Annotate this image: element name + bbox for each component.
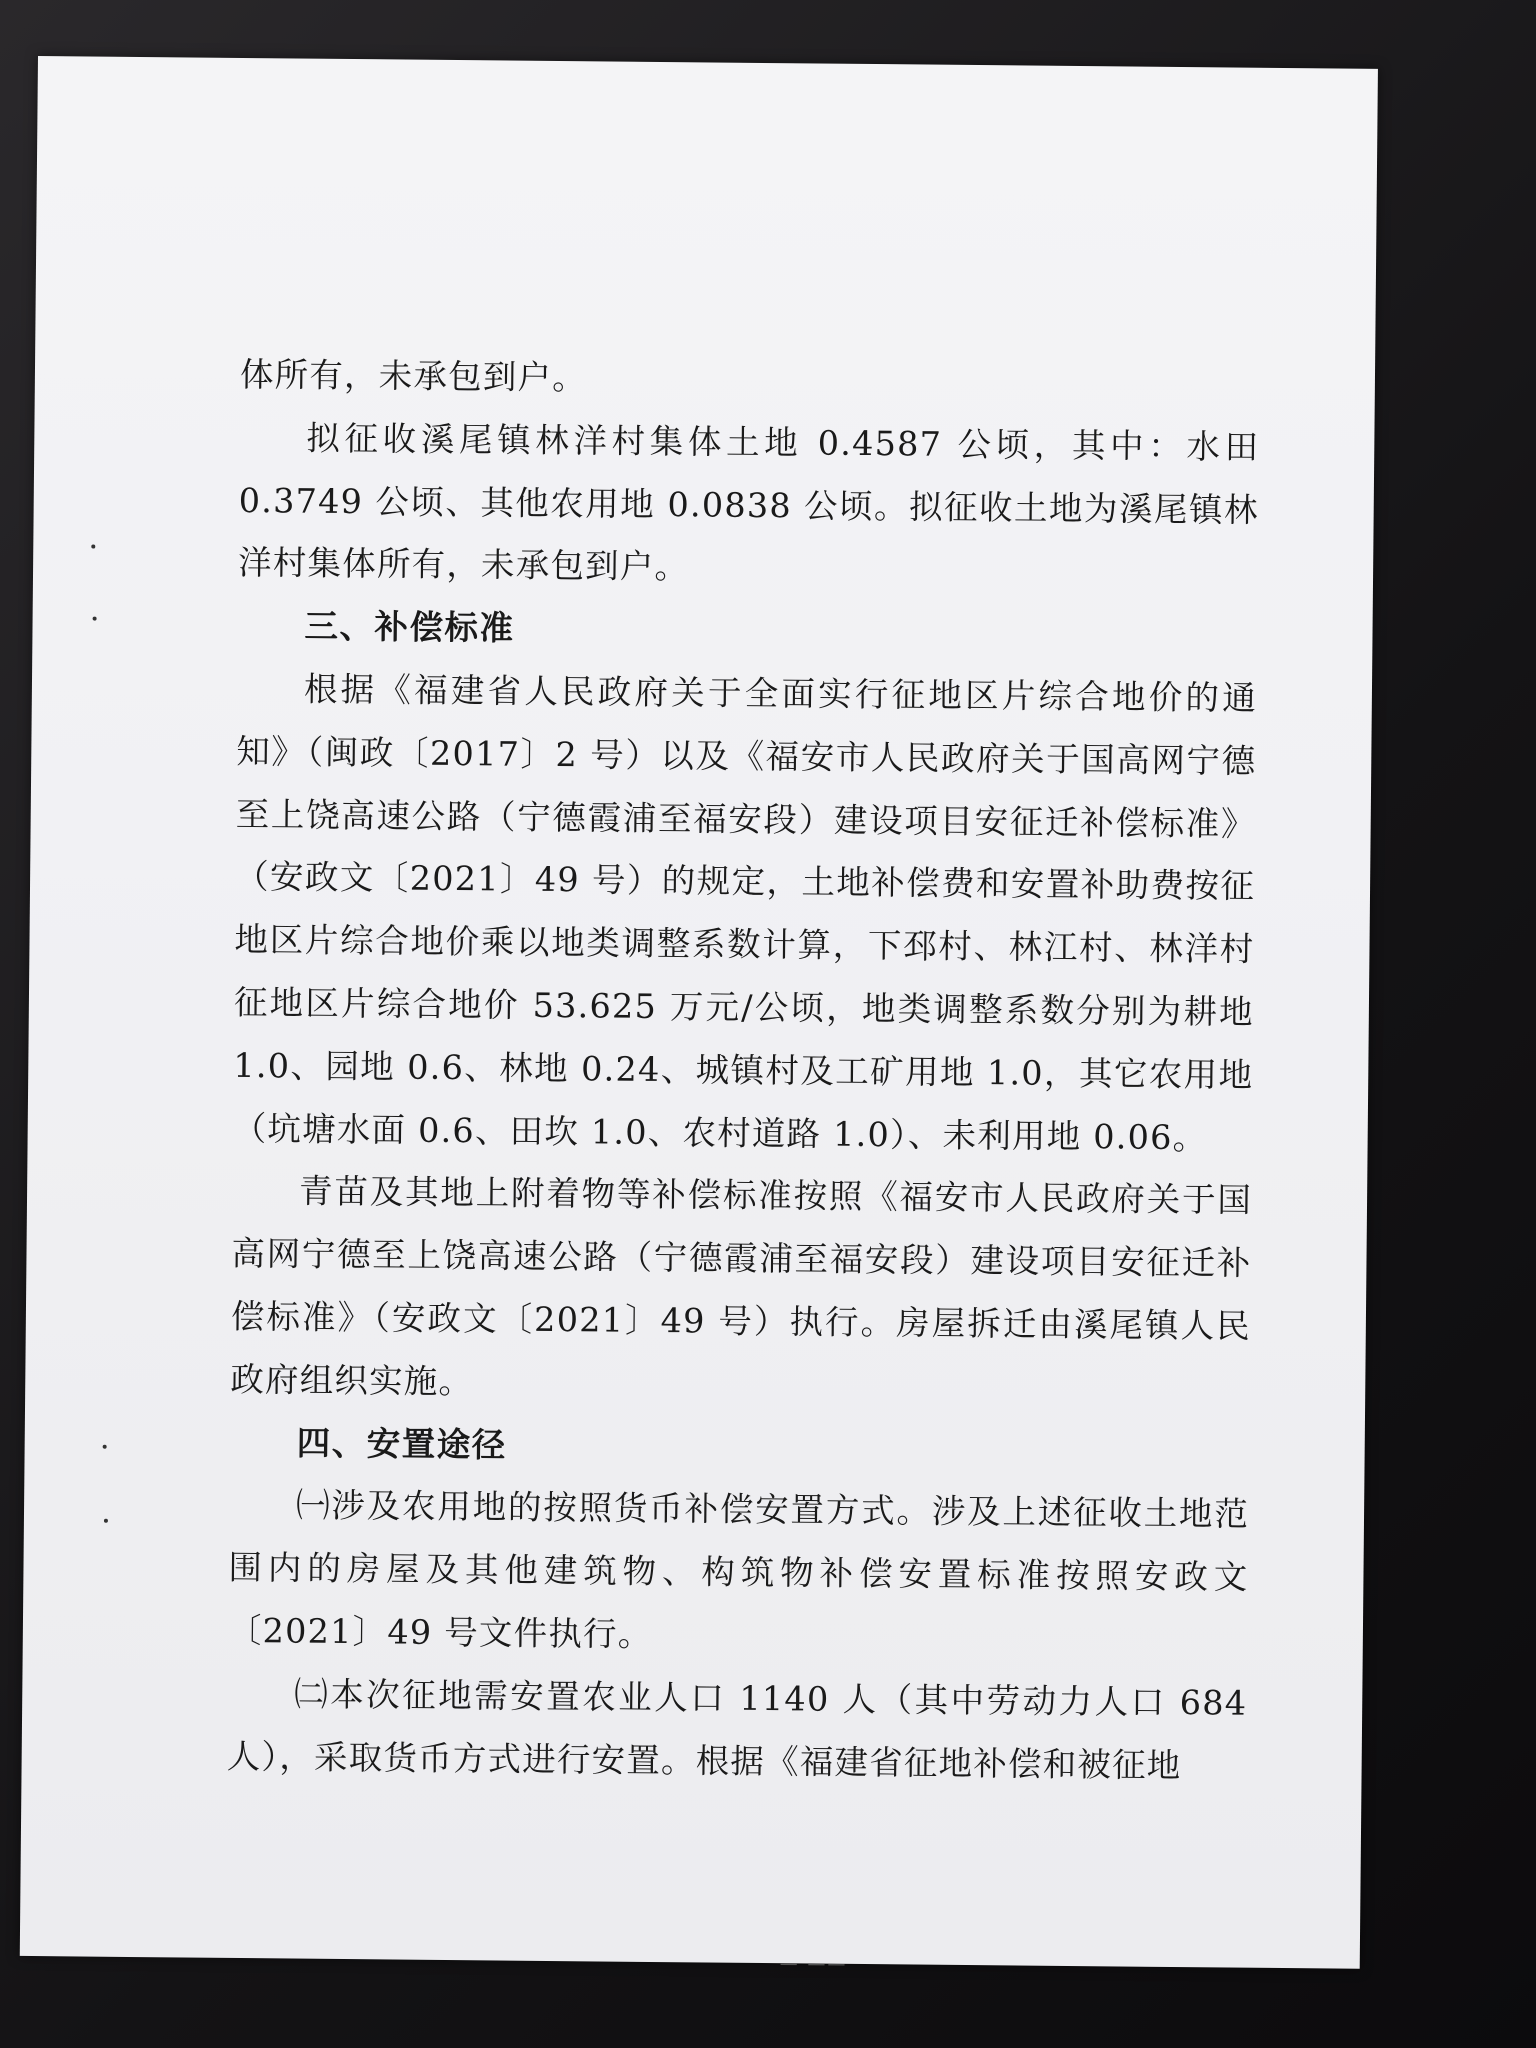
paragraph-resettlement-1: ㈠涉及农用地的按照货币补偿安置方式。涉及上述征收土地范围内的房屋及其他建筑物、构筑物补偿安置标准按照安政文〔2021〕49 号文件执行。 [227, 1485, 1250, 1654]
section-heading-resettlement: 四、安置途径 [296, 1423, 507, 1465]
margin-dot [91, 545, 95, 549]
margin-dot [104, 1519, 108, 1523]
paragraph-compensation-basis: 根据《福建省人民政府关于全面实行征地区片综合地价的通知》（闽政〔2017〕2 号）以及《福安市人民政府关于国高网宁德至上饶高速公路（宁德霞浦至福安段）建设项目安征迁补偿标准》（安政文〔2021〕49 号）的规定，土地补偿费和安置补助费按征地区片综合地价乘以地类调整系数计算，下邳村、林江村、林洋村征地区片综合地价 53.625 万元/公顷，地类调整系数分别为耕地 1.0、园地 0.6、林地 0.24、城镇村及工矿用地 1.0，其它农用地（坑塘水面 0.6、田坎 1.0、农村道路 1.0）、未利用地 0.06。 [232, 669, 1258, 1157]
paragraph-resettlement-2: ㈡本次征地需安置农业人口 1140 人（其中劳动力人口 684 人），采取货币方式进行安置。根据《福建省征地补偿和被征地 [226, 1674, 1248, 1785]
paragraph-continuation: 体所有，未承包到户。 [239, 354, 588, 398]
document-page [20, 56, 1378, 1975]
paragraph-linyang-land: 拟征收溪尾镇林洋村集体土地 0.4587 公顷，其中：水田 0.3749 公顷、其他农用地 0.0838 公顷。拟征收土地为溪尾镇林洋村集体所有，未承包到户。 [237, 418, 1260, 587]
margin-dot [93, 617, 97, 621]
page-number-mark: — —— [779, 1953, 848, 1975]
section-heading-compensation: 三、补偿标准 [304, 606, 515, 648]
document-body [226, 344, 1260, 1798]
paragraph-crops-compensation: 青苗及其地上附着物等补偿标准按照《福安市人民政府关于国高网宁德至上饶高速公路（宁德霞浦至福安段）建设项目安征迁补偿标准》（安政文〔2021〕49 号）执行。房屋拆迁由溪尾镇人民政府组织实施。 [230, 1171, 1253, 1401]
margin-dot [103, 1445, 107, 1449]
